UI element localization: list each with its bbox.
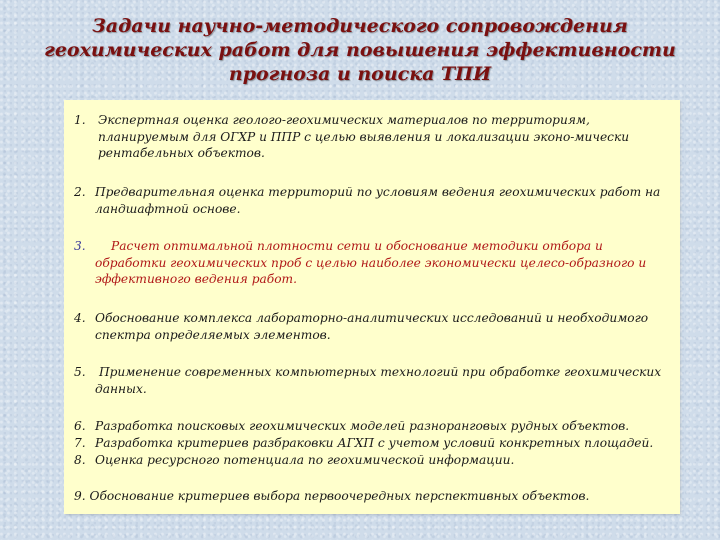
item-text: Оценка ресурсного потенциала по геохимической информации. [95, 453, 515, 467]
item-number: 1. [74, 113, 86, 127]
item-number: 4. [74, 311, 86, 325]
slide-title [0, 14, 720, 86]
list-item-6 [74, 418, 674, 435]
list-item-5 [74, 364, 674, 397]
item-text: Предварительная оценка территорий по условиям ведения геохимических работ на ландшафтной основе. [95, 185, 661, 216]
item-text: Экспертная оценка геолого-геохимических материалов по территориям, планируемым для ОГХР и ППР с целью выявления и локализации эконо-мически рентабельных объектов. [98, 113, 630, 160]
title-line-2: геохимических работ для повышения эффективности [44, 39, 676, 61]
item-number: 6. [74, 419, 86, 433]
item-text: 9. Обоснование критериев выбора первоочередных перспективных объектов. [74, 489, 590, 503]
item-text: Разработка поисковых геохимических моделей разноранговых рудных объектов. [95, 419, 630, 433]
list-item-8 [74, 452, 674, 469]
item-number: 5. [74, 365, 86, 379]
item-text: Расчет оптимальной плотности сети и обоснование методики отбора и обработки геохимических проб с целью наиболее экономически целесо-образного и эффективного ведения работ. [95, 239, 647, 286]
item-number: 3. [74, 239, 86, 253]
item-text: Обоснование комплекса лабораторно-аналитических исследований и необходимого спектра определяемых элементов. [95, 311, 649, 342]
list-item-9 [74, 488, 674, 505]
list-item-3 [74, 238, 674, 288]
list-item-2 [74, 184, 674, 217]
title-line-3: прогноза и поиска ТПИ [228, 63, 492, 85]
list-item-1 [74, 112, 674, 162]
list-item-4 [74, 310, 674, 343]
item-text: Разработка критериев разбраковки АГХП с учетом условий конкретных площадей. [95, 436, 654, 450]
task-list-box [64, 100, 680, 514]
item-number: 7. [74, 436, 86, 450]
list-item-7 [74, 435, 674, 452]
item-text: Применение современных компьютерных технологий при обработке геохимических данных. [95, 365, 662, 396]
title-line-1: Задачи научно-методического сопровождения [92, 15, 628, 37]
item-number: 2. [74, 185, 86, 199]
item-number: 8. [74, 453, 86, 467]
